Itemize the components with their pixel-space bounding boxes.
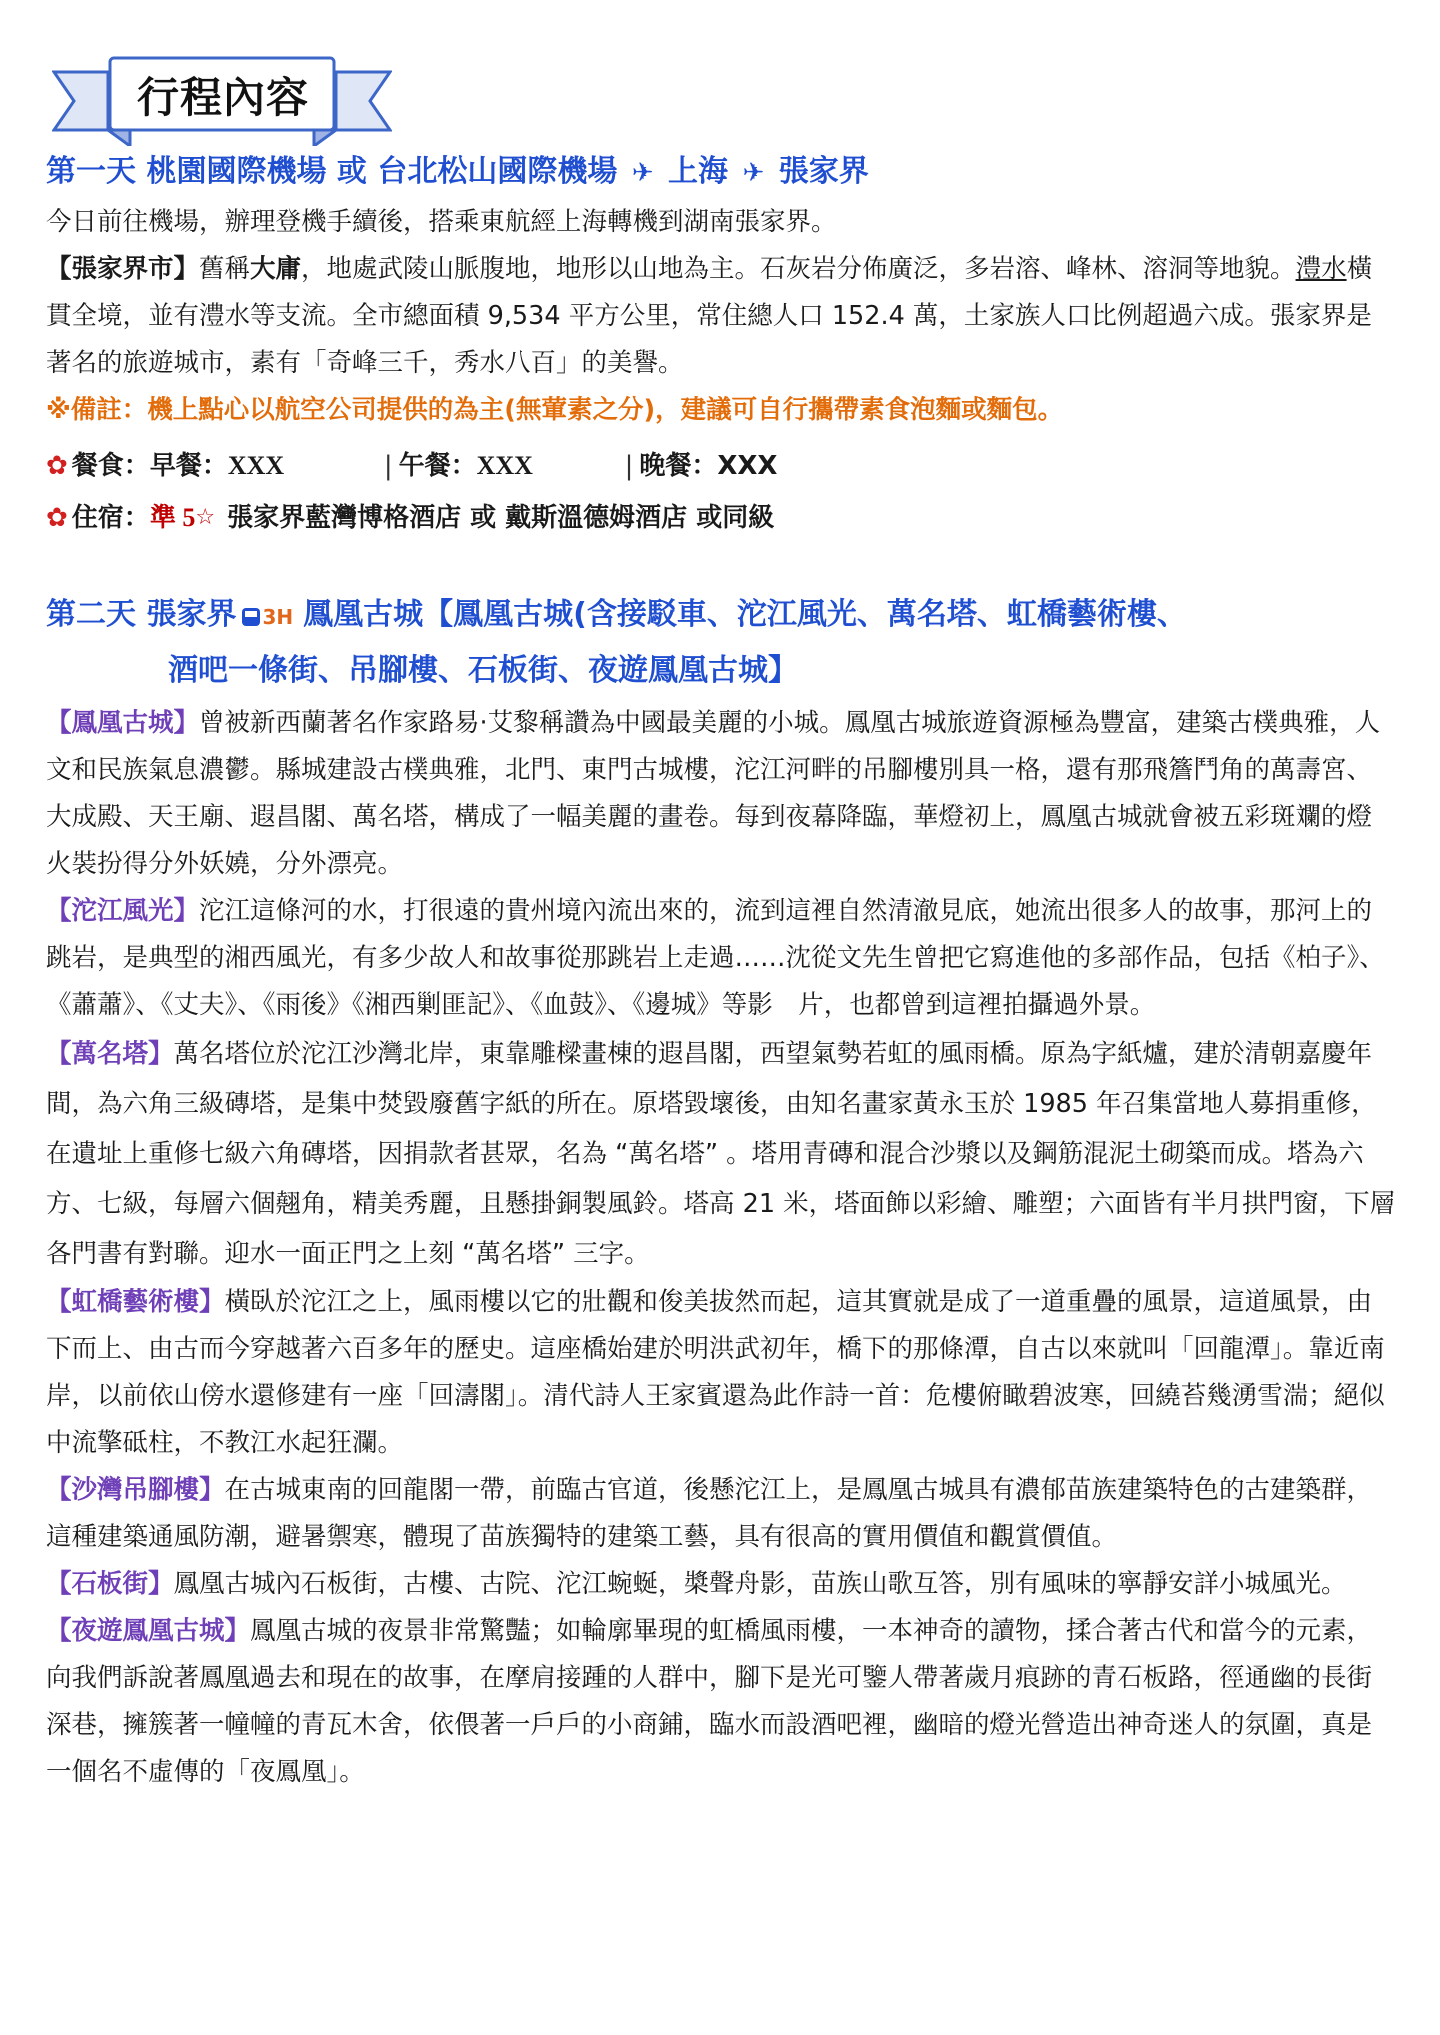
day2-to: 鳳凰古城 bbox=[303, 597, 424, 632]
day2-title-line2: 酒吧一條街、吊腳樓、石板街、夜遊鳳凰古城】 bbox=[168, 653, 798, 688]
day1-intro: 今日前往機場，辦理登機手續後，搭乘東航經上海轉機到湖南張家界。 bbox=[46, 207, 837, 237]
day2-sections bbox=[46, 700, 1396, 1796]
day1-note: ※備註：機上點心以航空公司提供的為主(無葷素之分)，建議可自行攜帶素食泡麵或麵包。 bbox=[46, 395, 1064, 425]
day2-title bbox=[46, 588, 1396, 698]
city-text-c: 橫貫全境，並有澧水等支流。全市總面積 9,534 平方公里，常住總人口 152.4 萬，土家族人口比例超過六成。張家界是著名的旅遊城市，素有「奇峰三千，秀水八百」的美譽。 bbox=[46, 254, 1373, 378]
breakfast: 早餐：XXX bbox=[149, 451, 285, 480]
day1-route-destination: 張家界 bbox=[778, 154, 869, 189]
travel-hours: 3H bbox=[262, 605, 294, 629]
day2-from: 張家界 bbox=[146, 597, 237, 632]
section-text: 鳳凰古城的夜景非常驚豔；如輪廓畢現的虹橋風雨樓，一本神奇的讀物，揉合著古代和當今的元素，向我們訴說著鳳凰過去和現在的故事，在摩肩接踵的人群中，腳下是光可鑒人帶著歲月痕跡的青石板路，徑通幽的長街深巷，擁簇著一幢幢的青瓦木舍，依偎著一戶戶的小商鋪，臨水而設酒吧裡，幽暗的燈光營造出神奇迷人的氛圍，真是一個名不虛傳的「夜鳳凰」。 bbox=[46, 1616, 1373, 1787]
section-text: 橫臥於沱江之上，風雨樓以它的壯觀和俊美拔然而起，這其實就是成了一道重疊的風景，這道風景，由下而上、由古而今穿越著六百多年的歷史。這座橋始建於明洪武初年，橋下的那條潭，自古以來就叫「回龍潭」。靠近南岸，以前依山傍水還修建有一座「回濤閣」。清代詩人王家賓還為此作詩一首：危樓俯瞰碧波寒，回繞苔幾湧雪湍；絕似中流擎砥柱，不教江水起狂瀾。 bbox=[46, 1287, 1385, 1458]
section-tag: 【夜遊鳳凰古城】 bbox=[46, 1616, 251, 1646]
day1-route-origin: 桃園國際機場 或 台北松山國際機場 bbox=[146, 154, 618, 189]
day1-hotel bbox=[46, 492, 1396, 544]
city-old-name: 大庸 bbox=[250, 254, 302, 284]
section-title: 行程內容 bbox=[136, 73, 309, 122]
section-hongqiao bbox=[46, 1279, 1396, 1467]
hotel-grade: 準 5 bbox=[149, 503, 196, 532]
day1-meals bbox=[46, 440, 1396, 492]
section-wanming-tower bbox=[46, 1029, 1396, 1279]
section-stone-street bbox=[46, 1561, 1396, 1608]
section-tag: 【沙灣吊腳樓】 bbox=[46, 1475, 225, 1505]
lunch: 午餐：XXX bbox=[398, 451, 533, 480]
section-text: 萬名塔位於沱江沙灣北岸，東靠雕樑畫棟的遐昌閣，西望氣勢若虹的風雨橋。原為字紙爐，建於清朝嘉慶年間，為六角三級磚塔，是集中焚毀廢舊字紙的所在。原塔毀壞後，由知名畫家黃永玉於 1985 年召集當地人募捐重修，在遺址上重修七級六角磚塔，因捐款者甚眾，名為 “萬名塔” 。塔用青磚和混合沙漿以及鋼筋混泥土砌築而成。塔為六方、七級，每層六個翹角，精美秀麗，且懸掛銅製風鈴。塔高 21 米，塔面飾以彩繪、雕塑；六面皆有半月拱門窗，下層各門書有對聯。迎水一面正門之上刻 “萬名塔” 三字。 bbox=[46, 1039, 1396, 1269]
bus-icon bbox=[242, 608, 260, 626]
day1-title bbox=[46, 150, 1396, 195]
day2-title-line1: 【鳳凰古城(含接駁車、沱江風光、萬名塔、虹橋藝術樓、 bbox=[423, 597, 1187, 632]
city-text-a: 舊稱 bbox=[199, 254, 251, 284]
section-text: 曾被新西蘭著名作家路易·艾黎稱讚為中國最美麗的小城。鳳凰古城旅遊資源極為豐富，建築古樸典雅，人文和民族氣息濃鬱。縣城建設古樸典雅，北門、東門古城樓，沱江河畔的吊腳樓別具一格，還有那飛簷鬥角的萬壽宮、大成殿、天王廟、遐昌閣、萬名塔，構成了一幅美麗的畫卷。每到夜幕降臨，華燈初上，鳳凰古城就會被五彩斑斕的燈火裝扮得分外妖嬈，分外漂亮。 bbox=[46, 708, 1381, 879]
day2-label: 第二天 bbox=[46, 597, 136, 632]
meal-separator: | bbox=[624, 451, 634, 481]
section-fenghuang bbox=[46, 700, 1396, 888]
hotel-label: 住宿： bbox=[71, 503, 150, 533]
city-text-b: ，地處武陵山脈腹地，地形以山地為主。石灰岩分佈廣泛，多岩溶、峰林、溶洞等地貌。 bbox=[301, 254, 1296, 284]
city-description bbox=[46, 246, 1396, 387]
dinner: 晚餐：XXX bbox=[639, 451, 778, 481]
itinerary-content bbox=[46, 150, 1396, 1796]
section-tag: 【萬名塔】 bbox=[46, 1039, 174, 1069]
meal-separator: | bbox=[383, 451, 393, 481]
section-text: 鳳凰古城內石板街，古樓、古院、沱江蜿蜒，槳聲舟影，苗族山歌互答，別有風味的寧靜安詳小城風光。 bbox=[173, 1569, 1347, 1599]
star-icon: ☆ bbox=[195, 505, 216, 530]
airplane-icon: ✈ bbox=[742, 158, 765, 188]
section-night-tour bbox=[46, 1608, 1396, 1796]
river-name: 澧水 bbox=[1295, 254, 1347, 284]
hotel-name: 張家界藍灣博格酒店 或 戴斯溫德姆酒店 或同級 bbox=[227, 503, 775, 533]
section-tag: 【虹橋藝術樓】 bbox=[46, 1287, 225, 1317]
section-text: 在古城東南的回龍閣一帶，前臨古官道，後懸沱江上，是鳳凰古城具有濃郁苗族建築特色的古建築群，這種建築通風防潮，避暑禦寒，體現了苗族獨特的建築工藝，具有很高的實用價值和觀賞價值。 bbox=[46, 1475, 1373, 1552]
airplane-icon: ✈ bbox=[631, 158, 654, 188]
section-stilt-houses bbox=[46, 1467, 1396, 1561]
section-tuojiang bbox=[46, 888, 1396, 1029]
section-tag: 【鳳凰古城】 bbox=[46, 708, 200, 738]
day1-label: 第一天 bbox=[46, 154, 136, 189]
flower-bullet-icon: ✿ bbox=[46, 503, 68, 533]
section-tag: 【沱江風光】 bbox=[46, 896, 200, 926]
section-tag: 【石板街】 bbox=[46, 1569, 174, 1599]
section-text: 沱江這條河的水，打很遠的貴州境內流出來的，流到這裡自然清澈見底，她流出很多人的故事，那河上的跳岩，是典型的湘西風光，有多少故人和故事從那跳岩上走過……沈從文先生曾把它寫進他的多部作品，包括《柏子》、《蕭蕭》、《丈夫》、《雨後》《湘西剿匪記》、《血鼓》、《邊城》等影 片，也都曾到這裡拍攝過外景。 bbox=[46, 896, 1385, 1020]
city-tag: 【張家界市】 bbox=[46, 254, 200, 284]
meals-label: 餐食： bbox=[71, 451, 150, 481]
day1-route-transit: 上海 bbox=[668, 154, 729, 189]
flower-bullet-icon: ✿ bbox=[46, 451, 68, 481]
